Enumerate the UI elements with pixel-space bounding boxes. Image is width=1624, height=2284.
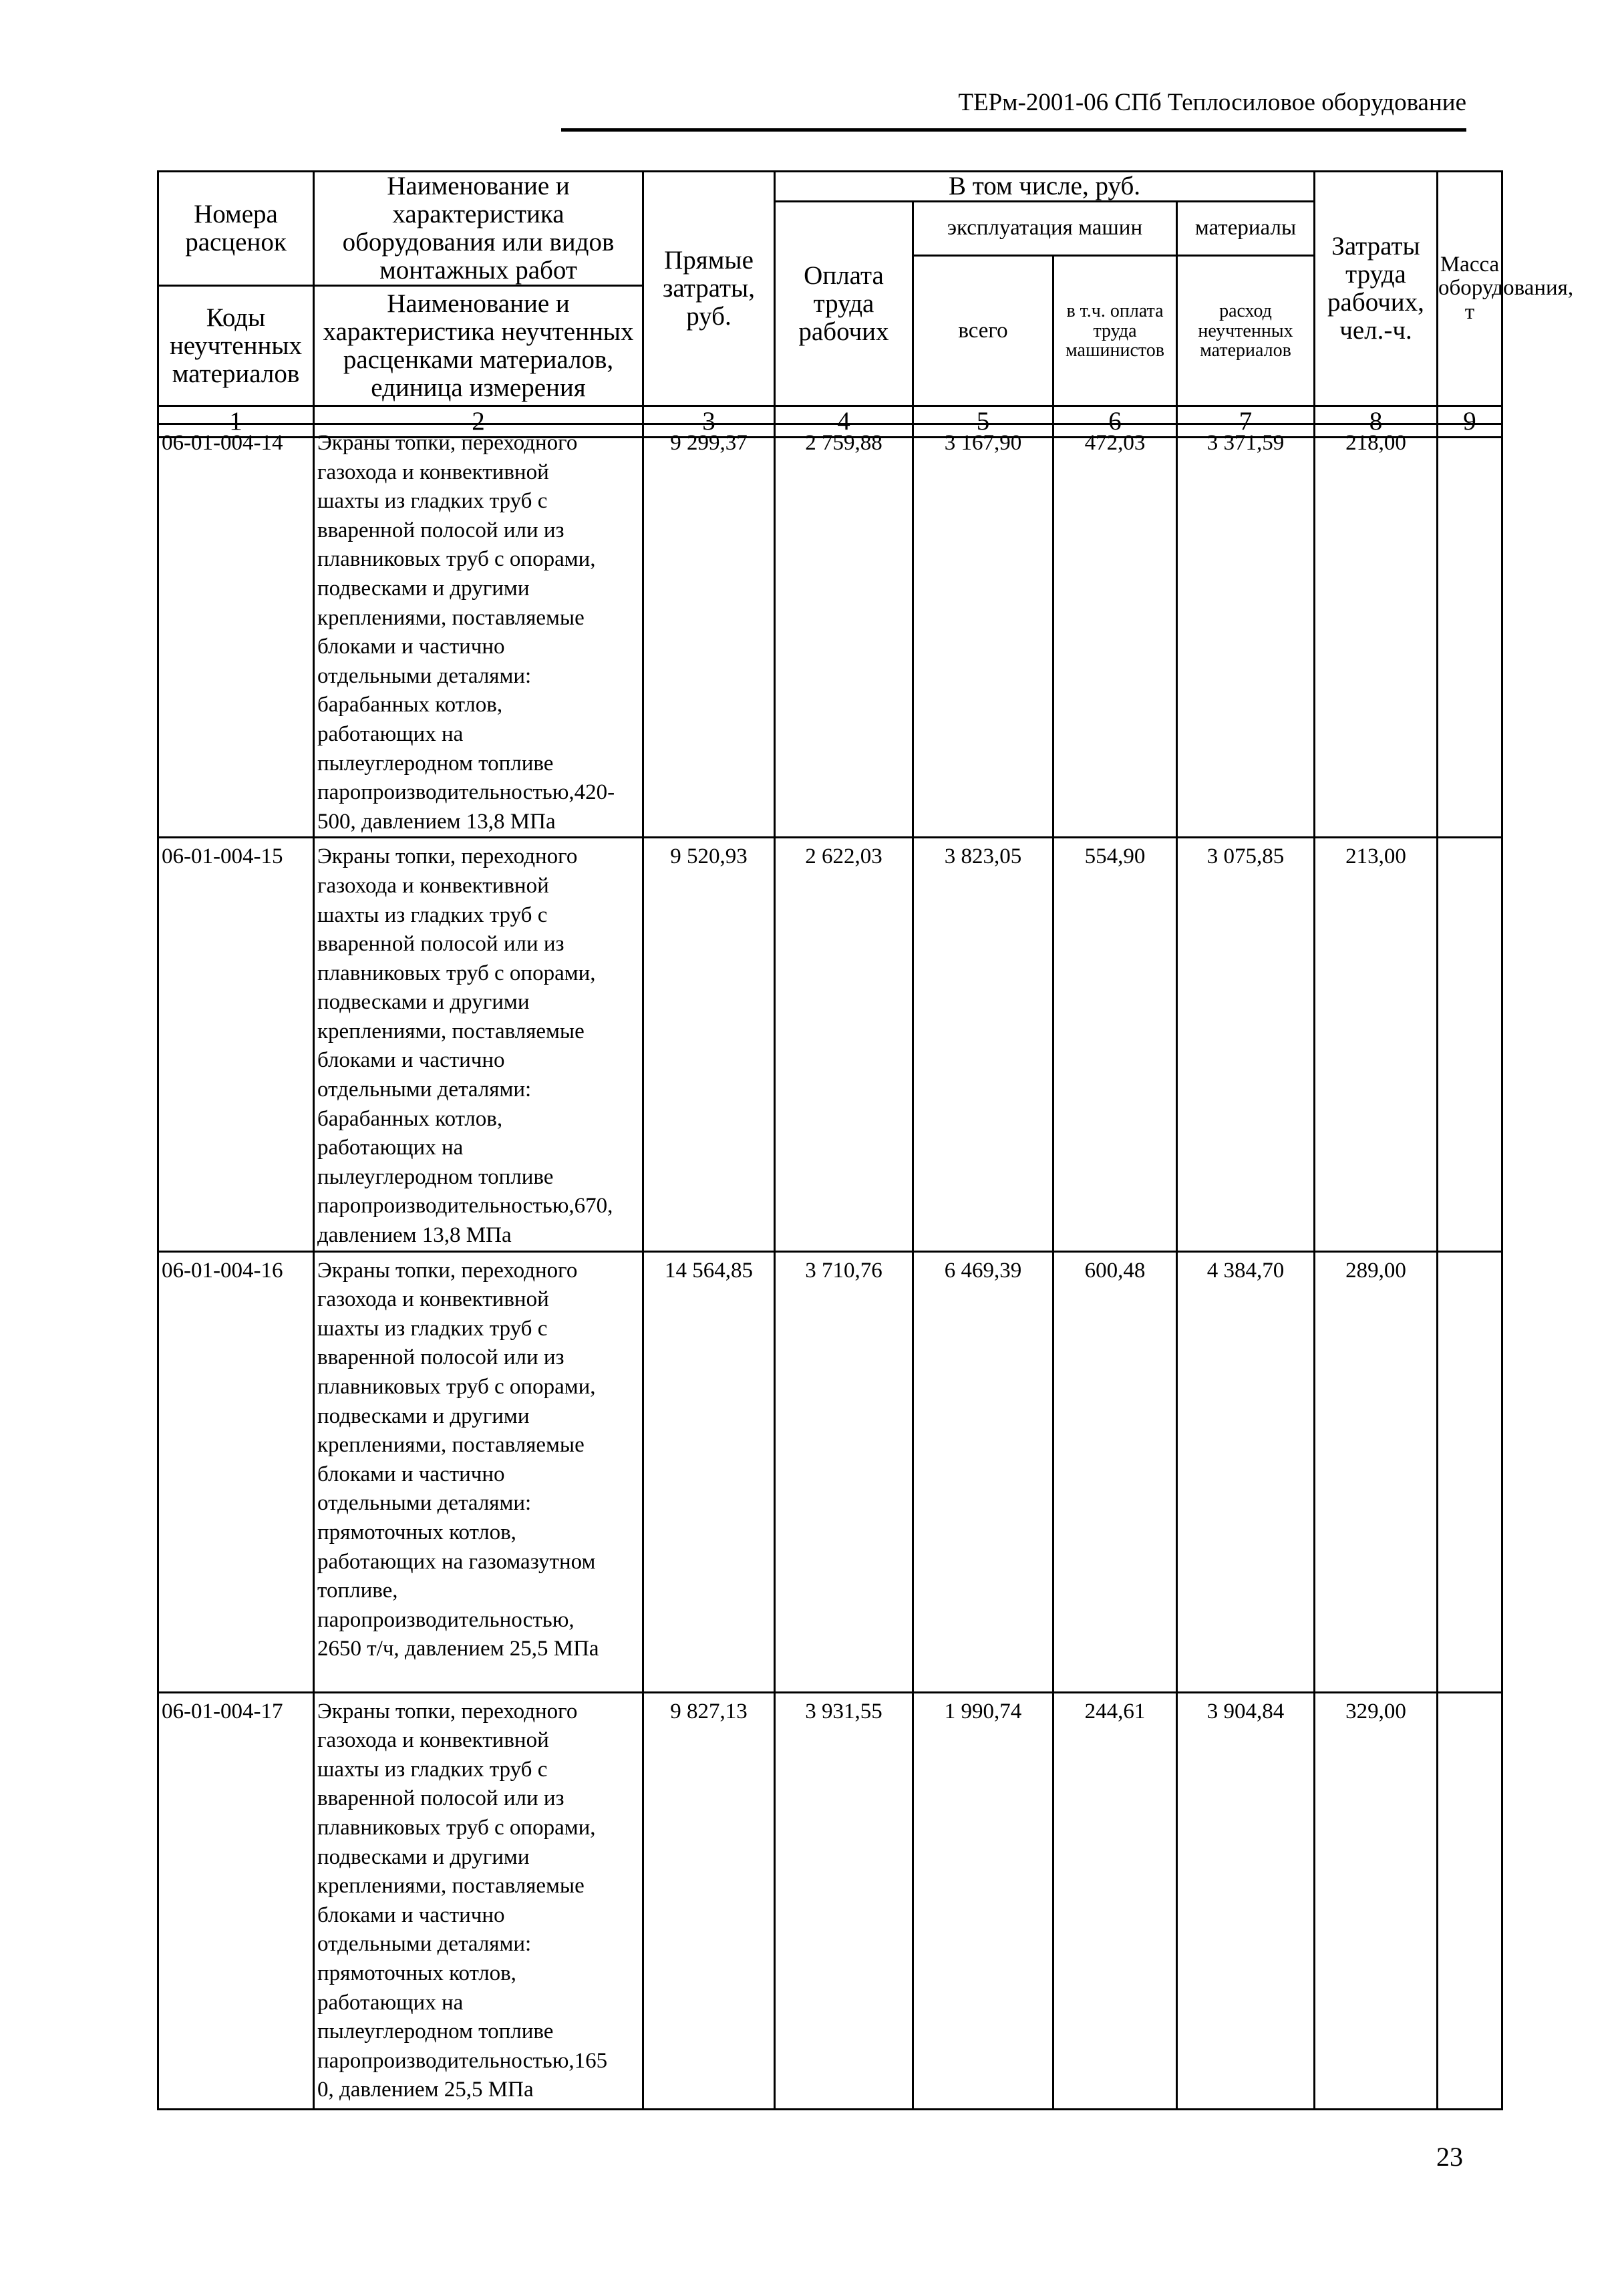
- direct-costs-value: 14 564,85: [643, 1251, 775, 1692]
- operator-pay-value: 554,90: [1053, 838, 1177, 1251]
- mass-value: [1438, 1692, 1502, 2109]
- column-number: 5: [913, 406, 1053, 438]
- header-operator-pay: в т.ч. оплата труда машинистов: [1053, 256, 1177, 406]
- machines-total-value: 1 990,74: [913, 1692, 1053, 2109]
- column-number: 9: [1438, 406, 1502, 438]
- column-number: 8: [1315, 406, 1438, 438]
- mass-value: [1438, 424, 1502, 838]
- work-description: Экраны топки, переходного газохода и конвективной шахты из гладких труб с вваренной полосой или из плавниковых труб с опорами, подвесками и другими креплениями, поставляемые блоками и частично отдельными деталями: прямоточных котлов, работающих на газомазутном топливе, паропроизводительностью, 2650 т/ч, давлением 25,5 МПа: [314, 1251, 643, 1692]
- column-number: 2: [314, 406, 643, 438]
- rate-code: 06-01-004-17: [158, 1692, 314, 2109]
- labor-value: 329,00: [1315, 1692, 1438, 2109]
- worker-pay-value: 3 931,55: [775, 1692, 913, 2109]
- header-work-name: Наименование и характеристика оборудования или видов монтажных работ: [314, 172, 643, 286]
- header-machines-total: всего: [913, 256, 1053, 406]
- labor-value: 218,00: [1315, 424, 1438, 838]
- materials-value: 3 904,84: [1177, 1692, 1315, 2109]
- header-materials: материалы: [1177, 202, 1315, 256]
- machines-total-value: 6 469,39: [913, 1251, 1053, 1692]
- table-row: [158, 1251, 1502, 1692]
- work-description: Экраны топки, переходного газохода и конвективной шахты из гладких труб с вваренной полосой или из плавниковых труб с опорами, подвесками и другими креплениями, поставляемые блоками и частично отдельными деталями: барабанных котлов, работающих на пылеуглеродном топливе паропроизводительностью,670, давлением 13,8 МПа: [314, 838, 643, 1251]
- materials-value: 4 384,70: [1177, 1251, 1315, 1692]
- table-row: [158, 1692, 1502, 2109]
- header-rate-numbers: Номера расценок: [158, 172, 314, 286]
- worker-pay-value: 3 710,76: [775, 1251, 913, 1692]
- operator-pay-value: 244,61: [1053, 1692, 1177, 2109]
- direct-costs-value: 9 299,37: [643, 424, 775, 838]
- work-description: Экраны топки, переходного газохода и конвективной шахты из гладких труб с вваренной полосой или из плавниковых труб с опорами, подвесками и другими креплениями, поставляемые блоками и частично отдельными деталями: прямоточных котлов, работающих на пылеуглеродном топливе паропроизводительностью,165 0, давлением 25,5 МПа: [314, 1692, 643, 2109]
- rate-code: 06-01-004-14: [158, 424, 314, 838]
- worker-pay-value: 2 759,88: [775, 424, 913, 838]
- header-machine-operation: эксплуатация машин: [913, 202, 1177, 256]
- page-number: 23: [1436, 2142, 1463, 2172]
- labor-value: 289,00: [1315, 1251, 1438, 1692]
- header-material-name: Наименование и характеристика неучтенных расценками материалов, единица измерения: [314, 286, 643, 406]
- operator-pay-value: 600,48: [1053, 1251, 1177, 1692]
- work-description: Экраны топки, переходного газохода и конвективной шахты из гладких труб с вваренной полосой или из плавниковых труб с опорами, подвесками и другими креплениями, поставляемые блоками и частично отдельными деталями: барабанных котлов, работающих на пылеуглеродном топливе паропроизводительностью,420- 500, давлением 13,8 МПа: [314, 424, 643, 838]
- header-unaccounted-materials: расход неучтенных материалов: [1177, 256, 1315, 406]
- header-labor-costs: Затраты труда рабочих, чел.-ч.: [1315, 172, 1438, 406]
- column-number: 1: [158, 406, 314, 438]
- table-header: [157, 170, 1574, 438]
- column-number: 4: [775, 406, 913, 438]
- column-number: 7: [1177, 406, 1315, 438]
- direct-costs-value: 9 520,93: [643, 838, 775, 1251]
- header-equipment-mass: Масса оборудования, т: [1438, 172, 1502, 406]
- price-table: [157, 423, 1503, 2110]
- machines-total-value: 3 823,05: [913, 838, 1053, 1251]
- machines-total-value: 3 167,90: [913, 424, 1053, 838]
- direct-costs-value: 9 827,13: [643, 1692, 775, 2109]
- header-rule: [561, 128, 1466, 132]
- rate-code: 06-01-004-16: [158, 1251, 314, 1692]
- header-direct-costs: Прямые затраты, руб.: [643, 172, 775, 406]
- materials-value: 3 075,85: [1177, 838, 1315, 1251]
- mass-value: [1438, 1251, 1502, 1692]
- materials-value: 3 371,59: [1177, 424, 1315, 838]
- column-number: 3: [643, 406, 775, 438]
- page-header-title: ТЕРм-2001-06 СПб Теплосиловое оборудование: [958, 89, 1466, 116]
- worker-pay-value: 2 622,03: [775, 838, 913, 1251]
- rate-code: 06-01-004-15: [158, 838, 314, 1251]
- table-row: [158, 838, 1502, 1251]
- mass-value: [1438, 838, 1502, 1251]
- header-unaccounted-codes: Коды неучтенных материалов: [158, 286, 314, 406]
- labor-value: 213,00: [1315, 838, 1438, 1251]
- header-including: В том числе, руб.: [775, 172, 1315, 202]
- table-row: [158, 424, 1502, 838]
- operator-pay-value: 472,03: [1053, 424, 1177, 838]
- header-worker-pay: Оплата труда рабочих: [775, 202, 913, 406]
- column-number: 6: [1053, 406, 1177, 438]
